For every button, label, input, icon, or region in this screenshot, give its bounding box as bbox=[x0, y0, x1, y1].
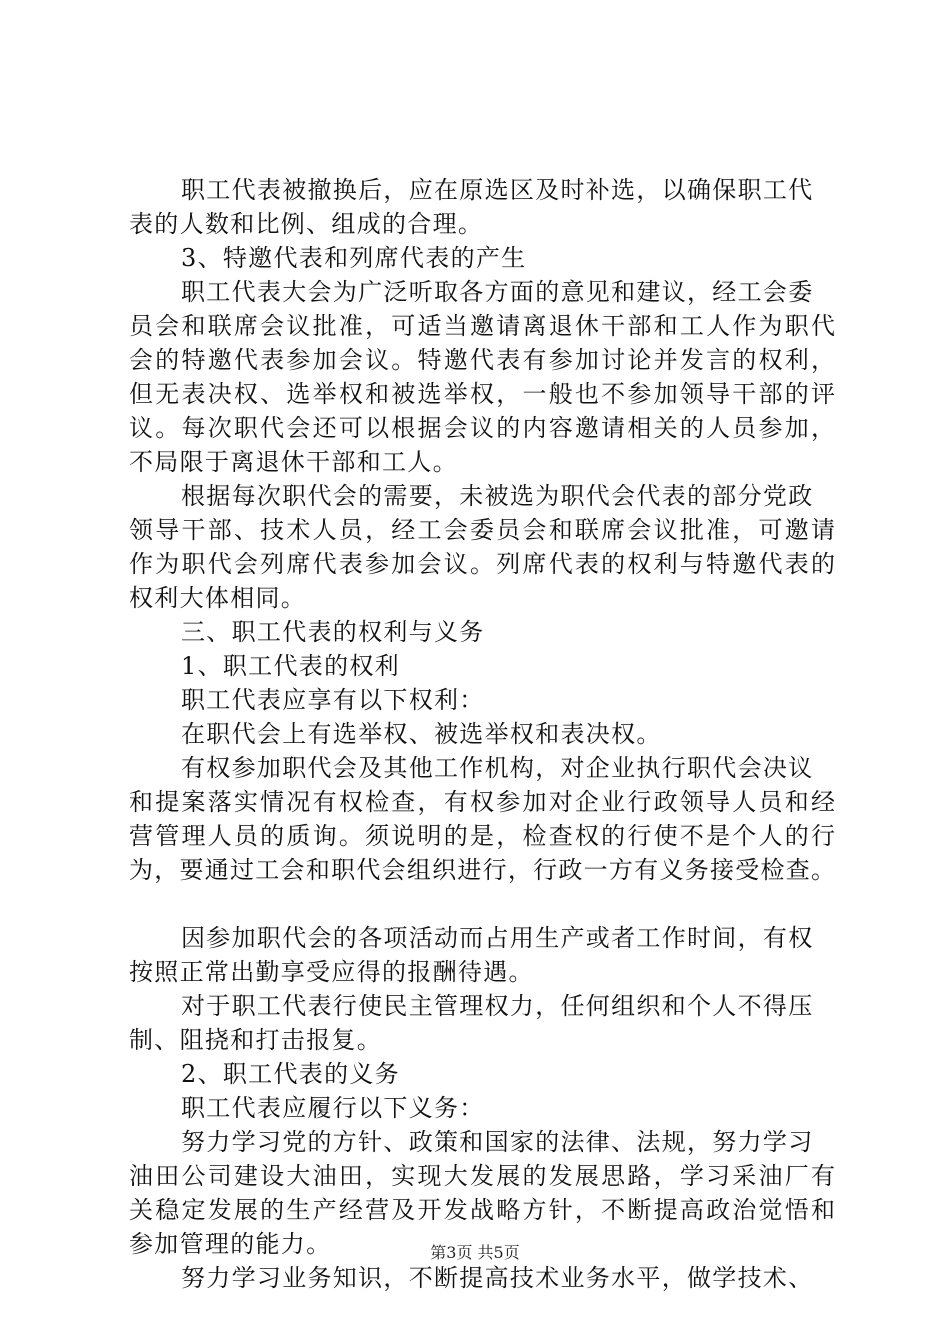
text-line: 努力学习党的方针、政策和国家的法律、法规，努力学习 bbox=[181, 1128, 814, 1156]
blank-line bbox=[129, 887, 835, 921]
text-line: 按照正常出勤享受应得的报酬待遇。 bbox=[129, 958, 534, 986]
section-heading: 2、职工代表的义务 bbox=[181, 1060, 400, 1088]
text-line: 但无表决权、选举权和被选举权，一般也不参加领导干部的评 bbox=[129, 380, 835, 408]
text-line: 有权参加职代会及其他工作机构，对企业执行职代会决议 bbox=[181, 754, 814, 782]
text-line: 职工代表应享有以下权利： bbox=[181, 686, 485, 714]
text-line: 关稳定发展的生产经营及开发战略方针，不断提高政治觉悟和 bbox=[129, 1196, 835, 1224]
text-line: 在职代会上有选举权、被选举权和表决权。 bbox=[181, 720, 662, 748]
text-line: 因参加职代会的各项活动而占用生产或者工作时间，有权 bbox=[181, 924, 814, 952]
text-line: 员会和联席会议批准，可适当邀请离退休干部和工人作为职代 bbox=[129, 312, 835, 340]
text-line: 职工代表被撤换后，应在原选区及时补选，以确保职工代 bbox=[181, 176, 814, 204]
text-line: 营管理人员的质询。须说明的是，检查权的行使不是个人的行 bbox=[129, 822, 835, 850]
text-line: 会的特邀代表参加会议。特邀代表有参加讨论并发言的权利， bbox=[129, 346, 835, 374]
text-line: 努力学习业务知识，不断提高技术业务水平，做学技术、 bbox=[181, 1264, 814, 1292]
text-line: 为，要通过工会和职代会组织进行，行政一方有义务接受检查。 bbox=[129, 856, 835, 884]
text-line: 参加管理的能力。 bbox=[129, 1230, 332, 1258]
page-number-footer: 第3页 共5页 bbox=[430, 1243, 520, 1262]
section-heading: 三、职工代表的权利与义务 bbox=[181, 618, 485, 646]
text-line: 职工代表大会为广泛听取各方面的意见和建议，经工会委 bbox=[181, 278, 814, 306]
text-line: 议。每次职代会还可以根据会议的内容邀请相关的人员参加， bbox=[129, 414, 835, 442]
text-line: 领导干部、技术人员，经工会委员会和联席会议批准，可邀请 bbox=[129, 516, 835, 544]
text-line: 油田公司建设大油田，实现大发展的发展思路，学习采油厂有 bbox=[129, 1162, 835, 1190]
text-line: 不局限于离退休干部和工人。 bbox=[129, 448, 458, 476]
text-line: 根据每次职代会的需要，未被选为职代会代表的部分党政 bbox=[181, 482, 814, 510]
document-body bbox=[129, 173, 835, 1295]
text-line: 表的人数和比例、组成的合理。 bbox=[129, 210, 484, 238]
section-heading: 3、特邀代表和列席代表的产生 bbox=[181, 244, 527, 272]
text-line: 权利大体相同。 bbox=[129, 584, 307, 612]
text-line: 和提案落实情况有权检查，有权参加对企业行政领导人员和经 bbox=[129, 788, 835, 816]
text-line: 作为职代会列席代表参加会议。列席代表的权利与特邀代表的 bbox=[129, 550, 835, 578]
text-line: 制、阻挠和打击报复。 bbox=[129, 1026, 382, 1054]
section-heading: 1、职工代表的权利 bbox=[181, 652, 400, 680]
text-line: 职工代表应履行以下义务： bbox=[181, 1094, 485, 1122]
text-line: 对于职工代表行使民主管理权力，任何组织和个人不得压 bbox=[181, 992, 814, 1020]
